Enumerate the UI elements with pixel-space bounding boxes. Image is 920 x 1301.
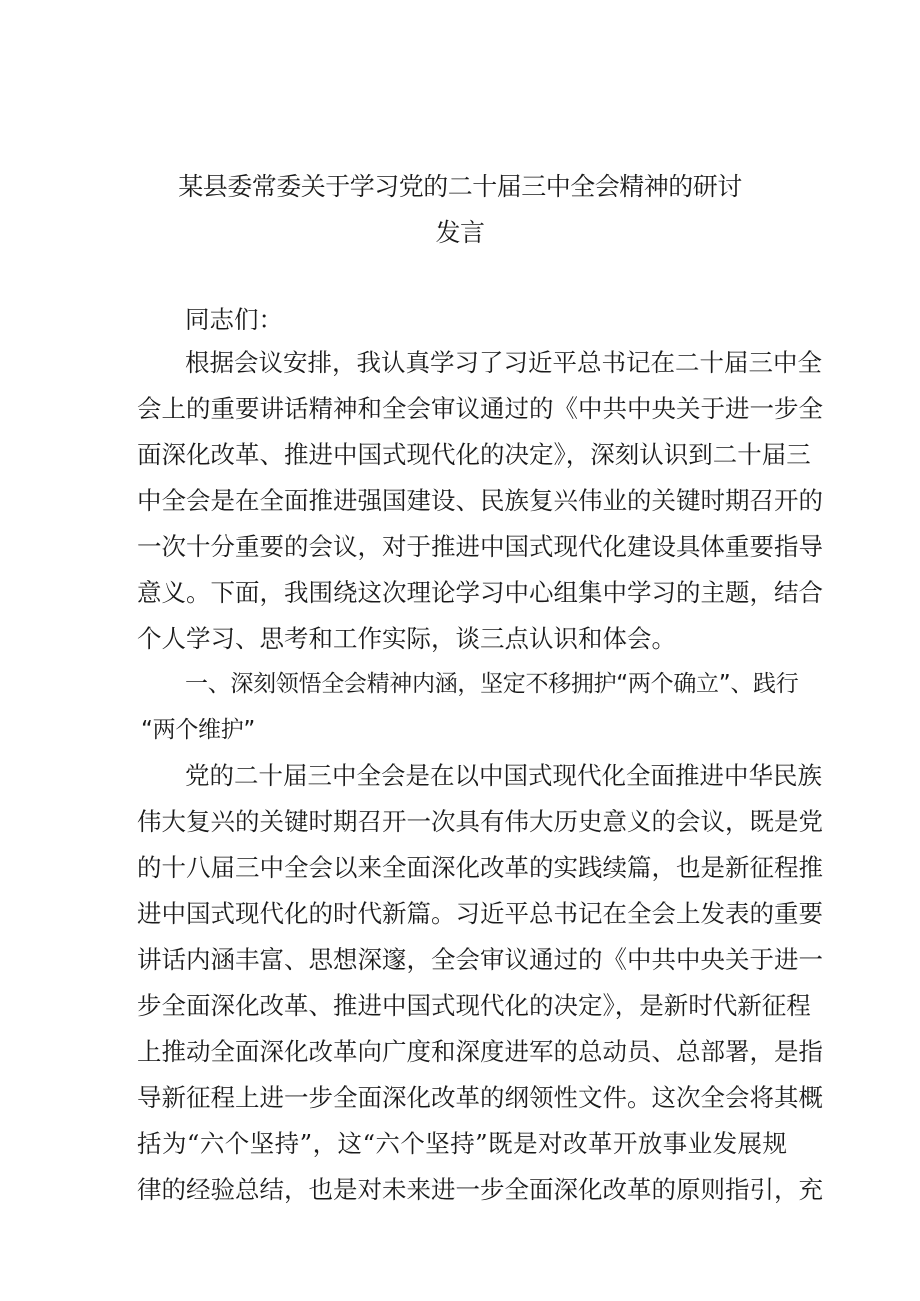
paragraph-2-line: 的十八届三中全会以来全面深化改革的实践续篇，也是新征程推 <box>137 853 823 882</box>
document-title-line-1: 某县委常委关于学习党的二十届三中全会精神的研讨 <box>178 172 742 201</box>
salutation: 同志们： <box>185 305 283 334</box>
paragraph-2-line: 上推动全面深化改革向广度和深度进军的总动员、总部署，是指 <box>137 1037 823 1066</box>
paragraph-1-line: 面深化改革、推进中国式现代化的决定》，深刻认识到二十届三 <box>137 440 811 469</box>
paragraph-2-line: 讲话内涵丰富、思想深邃，全会审议通过的《中共中央关于进一 <box>137 945 823 974</box>
paragraph-2-line: 伟大复兴的关键时期召开一次具有伟大历史意义的会议，既是党 <box>137 807 823 836</box>
paragraph-2-line: 步全面深化改革、推进中国式现代化的决定》，是新时代新征程 <box>137 991 811 1020</box>
document-title-line-2: 发言 <box>435 218 485 247</box>
paragraph-1-line: 会上的重要讲话精神和全会审议通过的《中共中央关于进一步全 <box>137 394 823 423</box>
paragraph-1-line: 根据会议安排，我认真学习了习近平总书记在二十届三中全 <box>185 348 822 377</box>
paragraph-1-line: 意义。下面，我围绕这次理论学习中心组集中学习的主题，结合 <box>137 578 823 607</box>
paragraph-2-line: 律的经验总结，也是对未来进一步全面深化改革的原则指引，充 <box>137 1175 823 1204</box>
paragraph-1-line: 中全会是在全面推进强国建设、民族复兴伟业的关键时期召开的 <box>137 486 823 515</box>
paragraph-2-line: 党的二十届三中全会是在以中国式现代化全面推进中华民族 <box>185 761 822 790</box>
paragraph-2-line: 导新征程上进一步全面深化改革的纲领性文件。这次全会将其概 <box>137 1083 823 1112</box>
paragraph-1-line: 一次十分重要的会议，对于推进中国式现代化建设具体重要指导 <box>137 532 823 561</box>
section-heading-1-line: 一、深刻领悟全会精神内涵，坚定不移拥护“两个确立”、践行 <box>185 671 799 697</box>
paragraph-1-line: 个人学习、思考和工作实际，谈三点认识和体会。 <box>137 624 676 653</box>
paragraph-2-line: 括为“六个坚持”，这“六个坚持”既是对改革开放事业发展规 <box>137 1129 787 1158</box>
paragraph-2-line: 进中国式现代化的时代新篇。习近平总书记在全会上发表的重要 <box>137 899 823 928</box>
section-heading-1-line: “两个维护” <box>141 717 256 743</box>
